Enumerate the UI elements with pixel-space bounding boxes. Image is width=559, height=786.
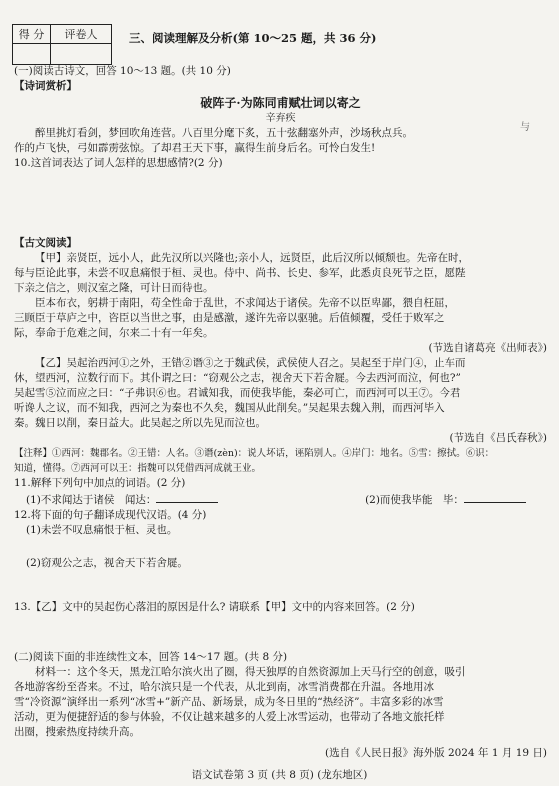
part1-heading: (一)阅读古诗文，回答 10～13 题。(共 10 分)	[14, 65, 231, 77]
poem-title: 破阵子·为陈同甫赋壮词以寄之	[200, 96, 361, 110]
question-12: 12.将下面的句子翻译成现代汉语。(4 分)	[14, 509, 207, 521]
classical-label: 【古文阅读】	[14, 237, 77, 249]
poem-label: 【诗词赏析】	[14, 80, 77, 92]
part2	[14, 650, 547, 761]
text-line: 际，奉命于危难之间，尔来二十有一年矣。	[14, 327, 214, 339]
question-12-1: (1)未尝不叹息痛恨于桓、灵也。	[26, 524, 178, 536]
text-line: 材料一：这个冬天，黑龙江哈尔滨火出了圈，得天独厚的自然资源加上天马行空的创意，吸引	[35, 666, 466, 678]
text-line: 各地游客纷至沓来。不过，哈尔滨只是一个代表，从北到南，冰雪消费都在升温。各地用冰	[14, 681, 434, 693]
text-line: 休，望西河，泣数行而下。其仆谓之曰：“窃观公之志，视舍天下若舍屣。今去西河而泣，何也?”	[14, 372, 461, 384]
grader-cell	[51, 44, 112, 65]
text-line: 臣本布衣，躬耕于南阳，苟全性命于乱世，不求闻达于诸侯。先帝不以臣卑鄙，猥自枉屈，	[35, 297, 455, 309]
question-12-2: (2)窃观公之志，视舍天下若舍屣。	[26, 557, 188, 569]
score-box	[12, 24, 112, 65]
question-11: 11.解释下列句中加点的词语。(2 分)	[14, 477, 186, 489]
question-13: 13.【乙】文中的吴起伤心落泪的原因是什么? 请联系【甲】文中的内容来回答。(2 分)	[14, 601, 415, 613]
poem-line: 醉里挑灯看剑，梦回吹角连营。八百里分麾下炙，五十弦翻塞外声，沙场秋点兵。	[35, 127, 413, 139]
note-line: 【注释】①西河：魏郡名。②王错：人名。③谮(zèn)：说人坏话，诬陷别人。④岸门：地名。⑤雪：擦拭。⑥识：	[14, 448, 495, 459]
page-footer: 语文试卷第 3 页 (共 8 页) (龙东地区)	[191, 769, 368, 781]
note-line: 知道，懂得。⑦西河可以王：指魏可以凭借西河成就王业。	[14, 463, 262, 474]
classical-reading	[14, 236, 547, 538]
score-cell	[13, 44, 51, 65]
text-line: 【乙】吴起治西河①之外，王错②谮③之于魏武侯，武侯使人召之。吴起至于岸门④，止车而	[35, 357, 466, 369]
text-line: 吴起雪⑤泣而应之曰：“子弗识⑥也。君诚知我，而使我毕能，秦必可亡，而西河可以王⑦。今君	[14, 387, 461, 399]
text-line: 秦。魏日以削，秦日益大。此吴起之所以先见而泣也。	[14, 417, 266, 429]
text-line: 雪“冷资源”演绎出一系列“冰雪+”新产品、新场景，成为冬日里的“热经济”。丰富多彩的冰雪	[14, 696, 444, 708]
source-jia: (节选自诸葛亮《出师表》)	[428, 342, 547, 354]
side-mark: 与	[520, 122, 530, 133]
grader-label: 评卷人	[51, 25, 112, 44]
text-line: 【甲】亲贤臣，远小人，此先汉所以兴隆也;亲小人，远贤臣，此后汉所以倾颓也。先帝在时，	[35, 252, 470, 264]
poem-author: 辛弃疾	[265, 113, 296, 124]
question-10: 10.这首词表达了词人怎样的思想感情?(2 分)	[14, 157, 223, 169]
poem	[14, 96, 547, 171]
text-line: 活动，更为便捷舒适的参与体验，不仅让越来越多的人爱上冰雪运动，也带动了各地文旅托样	[14, 711, 445, 723]
section-title: 三、阅读理解及分析(第 10～25 题，共 36 分)	[129, 31, 377, 45]
text-line: 听谗人之议，而不知我，西河之为秦也不久矣，魏国从此削矣。”吴起果去魏入荆，而西河毕入	[14, 402, 445, 414]
part1-header	[14, 64, 547, 94]
source-yi: (节选自《吕氏春秋》)	[449, 432, 547, 444]
text-line: 出圈，搜索热度持续升高。	[14, 726, 140, 738]
text-line: 三顾臣于草庐之中，咨臣以当世之事，由是感激，遂许先帝以驱驰。后值倾覆，受任于败军之	[14, 312, 445, 324]
source-material1: (选自《人民日报》海外版 2024 年 1 月 19 日)	[325, 747, 547, 759]
question-11-items	[14, 491, 547, 508]
poem-line: 作的卢飞快，弓如霹雳弦惊。了却君王天下事，赢得生前身后名。可怜白发生!	[14, 142, 376, 154]
answer-blank[interactable]	[156, 491, 218, 503]
text-line: 下亲之信之，则汉室之隆，可计日而待也。	[14, 282, 214, 294]
text-line: 每与臣论此事，未尝不叹息痛恨于桓、灵也。侍中、尚书、长史、参军，此悉贞良死节之臣，愿陛	[14, 267, 466, 279]
question-11-1: (1)不求闻达于诸侯 闻达：	[26, 494, 157, 506]
part2-heading: (二)阅读下面的非连续性文本，回答 14～17 题。(共 8 分)	[14, 651, 288, 663]
question-11-2: (2)而使我毕能 毕：	[365, 494, 464, 506]
score-label: 得 分	[13, 25, 51, 44]
answer-blank[interactable]	[464, 491, 526, 503]
